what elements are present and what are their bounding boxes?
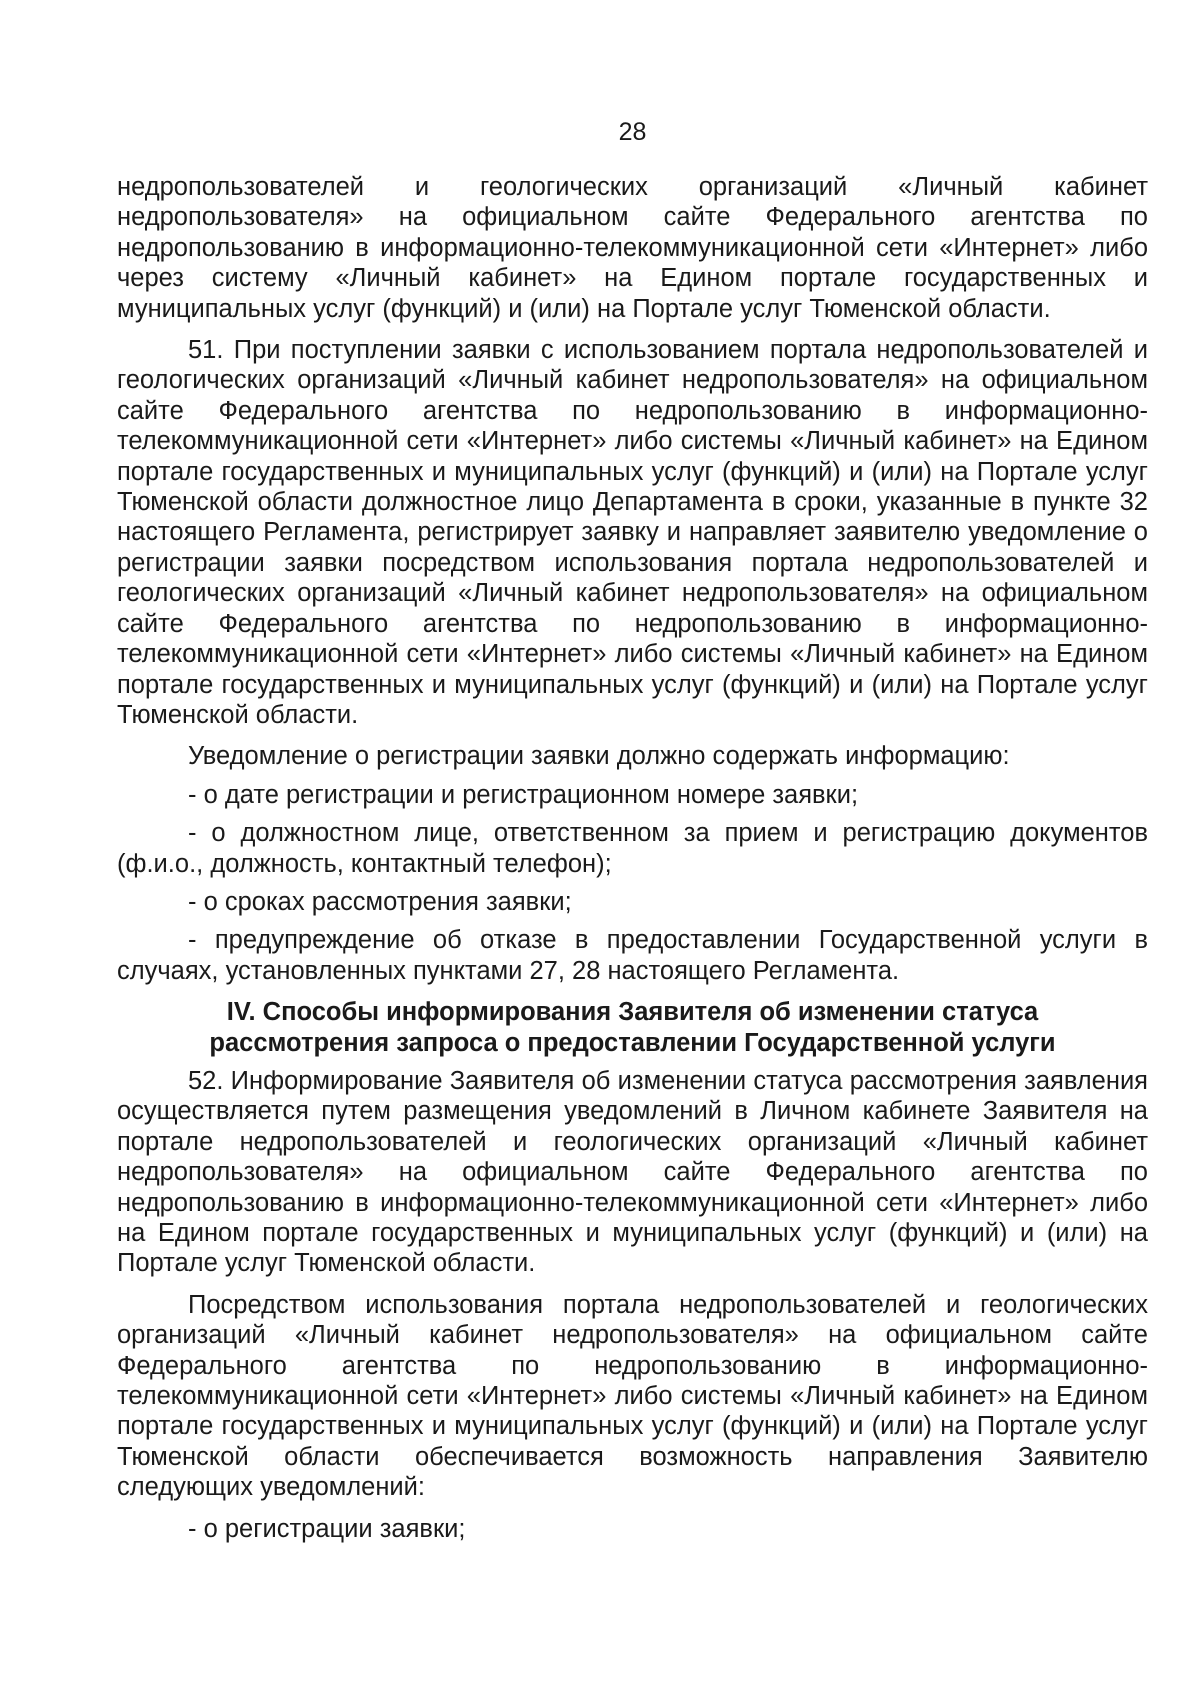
list-item-application-registration: - о регистрации заявки; [188,1514,466,1543]
list-item-review-terms: - о сроках рассмотрения заявки; [188,887,572,916]
section-heading-line-1: IV. Способы информирования Заявителя об изменении статуса [226,998,1039,1027]
paragraph-51: 51. При поступлении заявки с использованием портала недропользователей и геологических организаций «Личный кабинет недропользователя» на официальном сайте Федерального агентства по недропользованию в информационно-телекоммуникационной сети «Интернет» либо системы «Личный кабинет» на Едином портале государственных и муниципальных услуг (функций) и (или) на Портале услуг Тюменской области должностное лицо Департамента в сроки, указанные в пункте 32 настоящего Регламента, регистрирует заявку и направляет заявителю уведомление о регистрации заявки посредством использования портала недропользователей и геологических организаций «Личный кабинет недропользователя» на официальном сайте Федерального агентства по недропользованию в информационно-телекоммуникационной сети «Интернет» либо системы «Личный кабинет» на Едином портале государственных и муниципальных услуг (функций) и (или) на Портале услуг Тюменской области. [117,336,1148,729]
list-item-refusal-warning: - предупреждение об отказе в предоставлении Государственной услуги в случаях, установленных пунктами 27, 28 настоящего Регламента. [117,926,1148,985]
page-number: 28 [618,118,647,146]
paragraph-52: 52. Информирование Заявителя об изменении статуса рассмотрения заявления осуществляется путем размещения уведомлений в Личном кабинете Заявителя на портале недропользователей и геологических организаций «Личный кабинет недропользователя» на официальном сайте Федерального агентства по недропользованию в информационно-телекоммуникационной сети «Интернет» либо на Едином портале государственных и муниципальных услуг (функций) и (или) на Портале услуг Тюменской области. [117,1066,1148,1278]
section-heading [117,997,1148,1058]
list-item-registration-date: - о дате регистрации и регистрационном номере заявки; [188,780,859,809]
paragraph-notifications-means: Посредством использования портала недропользователей и геологических организаций «Личный кабинет недропользователя» на официальном сайте Федерального агентства по недропользованию в информационно-телекоммуникационной сети «Интернет» либо системы «Личный кабинет» на Едином портале государственных и муниципальных услуг (функций) и (или) на Портале услуг Тюменской области обеспечивается возможность направления Заявителю следующих уведомлений: [117,1290,1148,1502]
section-heading-line-2: рассмотрения запроса о предоставлении Государственной услуги [209,1028,1056,1057]
paragraph-continuation: недропользователей и геологических организаций «Личный кабинет недропользователя» на официальном сайте Федерального агентства по недропользованию в информационно-телекоммуникационной сети «Интернет» либо через систему «Личный кабинет» на Едином портале государственных и муниципальных услуг (функций) и (или) на Портале услуг Тюменской области. [117,173,1148,323]
list-item-responsible-person: - о должностном лице, ответственном за прием и регистрацию документов (ф.и.о., должность, контактный телефон); [117,819,1148,878]
document-body [117,172,1148,1555]
document-page [117,0,1148,1698]
paragraph-notification-content: Уведомление о регистрации заявки должно содержать информацию: [188,742,1010,771]
